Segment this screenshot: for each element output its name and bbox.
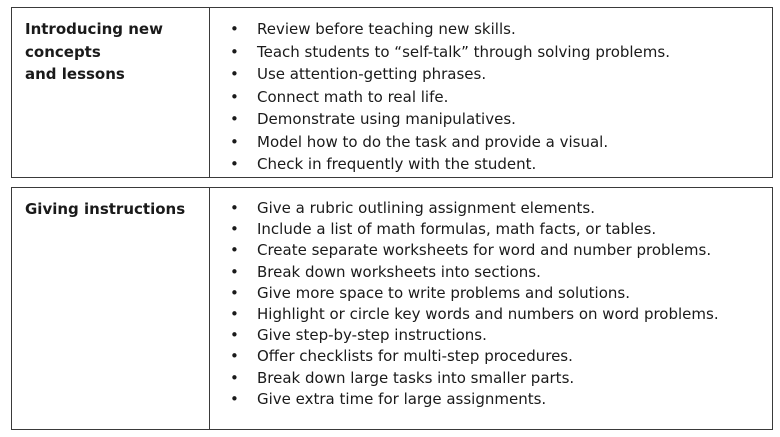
- list-item: [230, 262, 772, 283]
- section-label-line: concepts: [25, 42, 101, 61]
- introducing-concepts-table: [11, 7, 773, 178]
- list-item-text: Create separate worksheets for word and number problems.: [257, 241, 712, 260]
- bullet-icon: •: [230, 110, 239, 128]
- list-item-text: Break down worksheets into sections.: [257, 262, 541, 281]
- list-item-text: Highlight or circle key words and numbers on word problems.: [257, 305, 719, 324]
- bullet-icon: •: [230, 241, 239, 260]
- section-label-cell: [12, 188, 210, 429]
- list-item: [230, 368, 772, 389]
- list-item-text: Break down large tasks into smaller parts.: [257, 368, 575, 387]
- giving-instructions-table: [11, 187, 773, 430]
- list-item-text: Demonstrate using manipulatives.: [257, 110, 516, 128]
- section-label-line: Giving instructions: [25, 200, 186, 218]
- strategy-list: [230, 198, 772, 410]
- strategy-list-cell: [210, 188, 772, 429]
- section-label-line: Introducing new: [25, 20, 163, 38]
- list-item-text: Offer checklists for multi-step procedures.: [257, 347, 573, 366]
- list-item: [230, 41, 772, 64]
- list-item: [230, 283, 772, 304]
- list-item: [230, 325, 772, 346]
- strategy-list-cell: [210, 8, 772, 177]
- bullet-icon: •: [230, 42, 239, 61]
- bullet-icon: •: [230, 283, 239, 302]
- bullet-icon: •: [230, 132, 239, 151]
- list-item-text: Give step-by-step instructions.: [257, 326, 487, 345]
- list-item-text: Give a rubric outlining assignment elements.: [257, 199, 595, 217]
- bullet-icon: •: [230, 199, 239, 217]
- list-item-text: Give extra time for large assignments.: [257, 389, 547, 408]
- section-label-cell: [12, 8, 210, 177]
- list-item-text: Teach students to “self-talk” through solving problems.: [257, 42, 670, 61]
- list-item-text: Connect math to real life.: [257, 87, 449, 106]
- list-item: [230, 131, 772, 154]
- bullet-icon: •: [230, 87, 239, 106]
- bullet-icon: •: [230, 347, 239, 366]
- list-item-text: Use attention-getting phrases.: [257, 65, 487, 83]
- bullet-icon: •: [230, 389, 239, 408]
- list-item: [230, 304, 772, 325]
- list-item: [230, 198, 772, 219]
- bullet-icon: •: [230, 326, 239, 345]
- list-item: [230, 153, 772, 176]
- list-item: [230, 18, 772, 41]
- list-item: [230, 389, 772, 410]
- bullet-icon: •: [230, 20, 239, 38]
- list-item: [230, 240, 772, 261]
- list-item-text: Give more space to write problems and solutions.: [257, 283, 630, 302]
- list-item-text: Include a list of math formulas, math facts, or tables.: [257, 220, 657, 239]
- bullet-icon: •: [230, 155, 239, 173]
- bullet-icon: •: [230, 220, 239, 239]
- section-label-line: and lessons: [25, 65, 125, 83]
- list-item: [230, 346, 772, 367]
- list-item: [230, 63, 772, 86]
- bullet-icon: •: [230, 262, 239, 281]
- bullet-icon: •: [230, 368, 239, 387]
- strategy-list: [230, 18, 772, 176]
- list-item: [230, 219, 772, 240]
- list-item-text: Review before teaching new skills.: [257, 20, 516, 38]
- bullet-icon: •: [230, 65, 239, 83]
- list-item: [230, 86, 772, 109]
- bullet-icon: •: [230, 305, 239, 324]
- list-item: [230, 108, 772, 131]
- list-item-text: Check in frequently with the student.: [257, 155, 537, 173]
- list-item-text: Model how to do the task and provide a visual.: [257, 132, 609, 151]
